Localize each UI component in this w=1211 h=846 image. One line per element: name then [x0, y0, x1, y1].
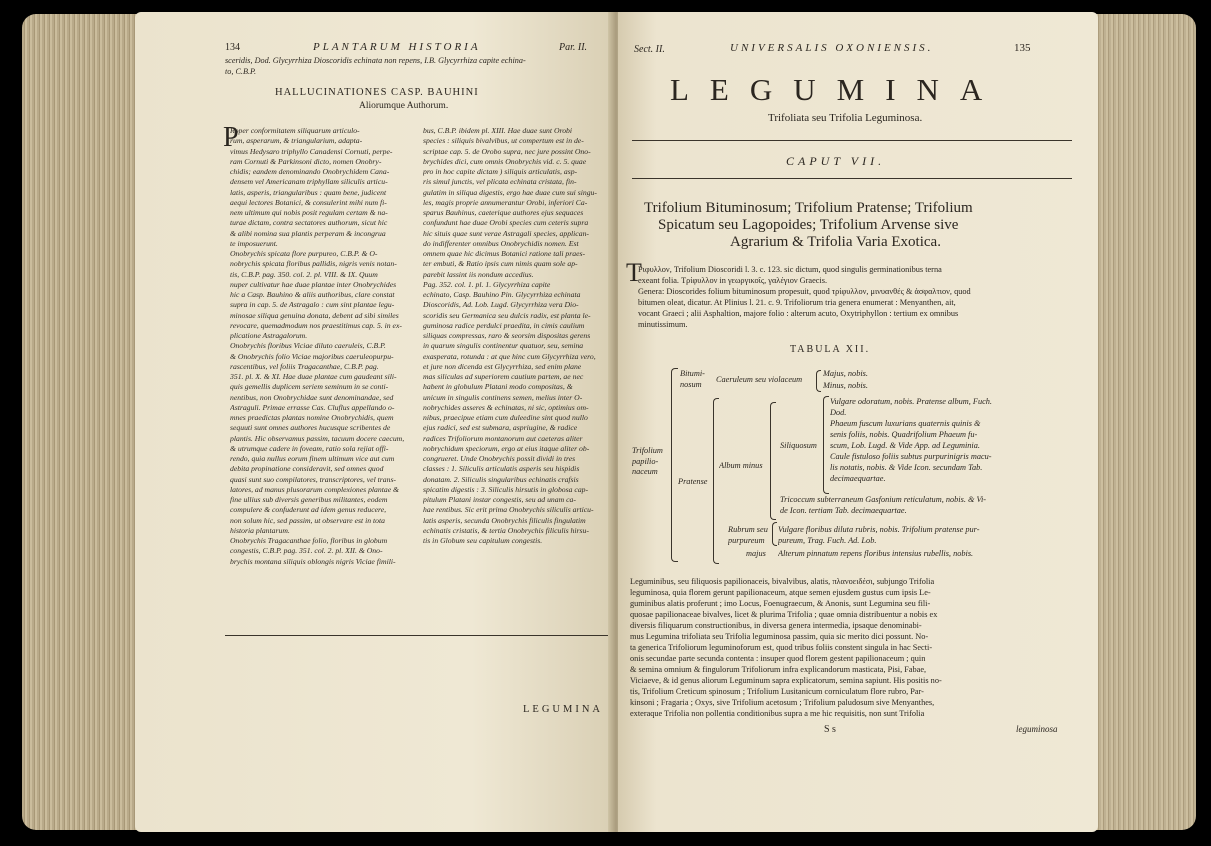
text-line: hae rentibus. Sic erit prima Onobrychis siliculis articu- [423, 505, 594, 515]
text-line: mas siliculas ad superiorem cautium partem, ae nec [423, 372, 584, 381]
text-line: plicatione Astragalorum. [230, 331, 308, 340]
tab-root-label: Trifolium papilio-naceum [632, 446, 663, 476]
text-line: aequi lectores Botanici, & consulerint mihi num fi- [230, 197, 387, 207]
text-line: supra in cap. 5. de Astragalo : cum sint plantae legu- [230, 300, 395, 310]
table-entry: Tricoccum subterraneum Gasfonium reticulatum, nobis. & Vi- [780, 495, 987, 504]
text-line: & semina omnium & fingulorum Trifoliorum infra explicandorum masticata, Pisi, Fabae, [630, 665, 927, 674]
text-line: exteraque Trifolia non pollentia conditionibus supra a me hic requisitis, non sunt Trifolia [630, 709, 925, 718]
table-entry: Vulgare odoratum, nobis. Pratense album, Fuch. [830, 397, 993, 406]
tab-rubrum-entry-3: Alterum pinnatum repens floribus intensius rubellis, nobis. [778, 549, 974, 558]
text-line: unicum in singulis continens semen, melius inter O- [423, 392, 583, 402]
text-line: nibus, praecipue etiam cum duleedine sint quod nullo [423, 413, 588, 422]
table-entry: lis notatis, nobis. & Vide Icon. secundam Tab. [830, 463, 983, 472]
text-line: classes : 1. Siliculis articulatis asperis seu hispidis [423, 464, 580, 474]
text-line: ter embuti, & Ratio ipsis cum nimis quam sole ap- [423, 259, 578, 269]
chapter-introduction [638, 264, 1078, 330]
tab-rubrum-brace [772, 522, 777, 546]
text-line: echinatis cristatis, & tertia Onobrychis filiculis hirsu- [423, 525, 589, 535]
left-column-2 [423, 126, 607, 546]
table-entry: scum, Lob. Lugd. & Vide App. ad Leguminia. [830, 441, 980, 450]
chapter-heading: CAPUT VII. [786, 154, 886, 168]
text-line: tis in Globum seu capitulum congestis. [423, 536, 543, 545]
text-line: hic a Casp. Bauhino & aliis authoribus, clare constat [230, 290, 395, 299]
right-section-mark: Sect. II. [634, 44, 665, 55]
text-line: minutissimum. [638, 320, 688, 329]
tab-tricoccum-entries [780, 494, 1075, 516]
text-line: omnem quae hic dicimus Botanici ratione tali praes- [423, 249, 586, 258]
text-line: les, magis proprie annumerantur Orobi, inferiori Ca- [423, 197, 588, 207]
text-line: latis, asperis, triangularibus : quam bene, judicent [230, 187, 387, 197]
chapter-title-line-3: Agrarium & Trifolia Varia Exotica. [730, 234, 941, 250]
text-line: revocare, quemadmodum nos praestitimus cap. 5. in ex- [230, 320, 402, 330]
tab-rubrum-label: Rubrum seu purpureum [728, 525, 768, 545]
text-line: Dioscoridis, Ad. Lob. Lugd. Glycyrrhiza vera Dio- [423, 300, 579, 310]
chapter-rule-top [632, 140, 1072, 141]
text-line: fine ullius sub diversis generibus militantes, eodem [230, 495, 388, 504]
text-line: parebit lassint iis nondum accedius. [423, 269, 534, 279]
text-line: gulatim in siliqua digestis, ergo hae duae cum sui singu- [423, 187, 597, 197]
table-entry: decimaequartae. [830, 474, 886, 483]
text-line: radices Trifoliorum montanorum aut caeteras aliter [423, 433, 583, 443]
text-line: brychis montana siliquis oblongis nigris Viciae fimili- [230, 556, 396, 566]
text-line: Onobrychis spicata flore purpureo, C.B.P. & O- [230, 249, 378, 258]
text-line: echinato, Casp. Bauhino Pin. Glycyrrhiza echinata [423, 290, 581, 299]
text-line: pitulum Platani instar congestis, seu ad unam ca- [423, 495, 576, 504]
left-page [135, 12, 615, 832]
text-line: hic situis quae sunt verae Astragali species, applican- [423, 228, 589, 238]
text-line: bus, C.B.P. ibidem pl. XIII. Hae duae sunt Orobi [423, 126, 573, 135]
tab-caeruleum-label: Caeruleum seu violaceum [716, 375, 803, 384]
text-line: congestis, C.B.P. pag. 351. col. 2. pl. XII. & Ono- [230, 546, 383, 556]
text-line: guminosa radice perdulci praedita, in cimis caulium [423, 320, 585, 330]
text-line: turae dictam, contra sectatores authorum, sicut hic [230, 218, 388, 228]
text-line: et jure non dicenda est Glycyrrhiza, sed enim plane [423, 361, 582, 371]
text-line: spicatim digestis : 3. Siliculis hirsutis in globosa cap- [423, 484, 589, 494]
text-line: scriptae cap. 5. de Orobo supra, nec jure possint Ono- [423, 146, 591, 156]
tab-rubrum-entry-2: pureum, Trag. Fuch. Ad. Lob. [778, 536, 877, 545]
left-catchword: LEGUMINA [523, 704, 603, 715]
legumina-title: LEGUMINA [670, 72, 1004, 107]
tab-siliquosum-label: Siliquosum [780, 441, 817, 450]
chapter-title-line-1: Trifolium Bituminosum; Trifolium Pratense; Trifolium [644, 200, 973, 216]
text-line: nobrychidum speciorum, ergo at eius itaque aliter ob- [423, 443, 590, 453]
text-line: latis asperis, secunda Onobrychis filiculis fingulatim [423, 515, 586, 525]
text-line: Ριφυλλον, Trifolium Dioscoridi l. 3. c. 123. sic dictum, quod singulis germinationibus terna [638, 265, 942, 274]
left-page-number: 134 [225, 42, 240, 53]
text-line: Roper conformitatem siliquarum articulo- [230, 126, 360, 135]
tab-rubrum-entry-1: Vulgare floribus diluta rubris, nobis. Trifolium pratense pur- [778, 525, 980, 534]
tab-siliquosum-brace [823, 396, 829, 494]
table-entry: Phaeum fuscum luxurians quaternis quinis & [830, 419, 981, 428]
text-line: chidis; eandem denominando Onobrychidem Cana- [230, 167, 390, 176]
text-line: Genera: Dioscorides folium bituminosum propesuit, quod τρίφυλλον, μινυανθές & ἀσφαλτιον, quod [638, 287, 971, 296]
tab-album-minus-label: Album minus [719, 461, 763, 470]
text-line: latores, ad manus plusorarum complexiones plantae & [230, 484, 400, 494]
text-line: nentibus, non Onobrychidae sunt denominandae, sed [230, 392, 394, 402]
text-line: quis gemellis duplicem seriem seminum in se conti- [230, 382, 389, 392]
signature-mark: S s [824, 724, 836, 735]
chapter-rule-bottom [632, 178, 1072, 179]
right-page-number: 135 [1014, 42, 1031, 54]
text-line: rascentibus, vel foliis Tragacanthae, C.B.P. pag. [230, 361, 379, 371]
hallucinationes-heading: HALLUCINATIONES CASP. BAUHINI [275, 87, 479, 98]
tab-majus: Majus, nobis. [823, 369, 868, 378]
tab-caeruleum-brace [816, 370, 821, 392]
tab-album-brace [770, 402, 776, 520]
text-line: mnes praedictas plantas nomine Onobrychidis, quem [230, 413, 394, 422]
text-line: donatam. 2. Siliculis singularibus echinatis crafsis [423, 474, 579, 484]
text-line: & alibi nomina sua plantis perperam & incongrua [230, 228, 386, 238]
text-line: Pag. 352. col. 1. pl. 1. Glycyrrhiza capite [423, 279, 551, 289]
text-line: brychides dici, cum omnis Onobrychis vid. c. 5. quae [423, 156, 587, 166]
left-page-edges [22, 14, 140, 830]
text-line: species : siliquis bivalvibus, ut compertum est in de- [423, 136, 584, 146]
text-line: tis, C.B.P. pag. 350. col. 2. pl. VIII. & IX. Quum [230, 269, 378, 279]
text-line: rendo, quia nullus eorum finem ultimum vice aut cum [230, 454, 395, 463]
text-line: ta generica Trifoliorum leguminoforum est, quod tribus foliis constent singula in hac Secti- [630, 643, 933, 652]
tab-pratense-brace [713, 398, 719, 564]
left-top-line-2: to, C.B.P. [225, 67, 257, 76]
text-line: Leguminibus, seu filiquosis papilionaceis, bivalvibus, alatis, πλανοειδέσι, subjungo Trifolia [630, 577, 935, 586]
table-entry: Caule fistuloso foliis subtus purpurinigris macu- [830, 452, 992, 461]
right-catchword: leguminosa [1016, 724, 1058, 734]
text-line: vocant Graeci ; alii Asphaltion, majore folio : alterum acuto, Oxytriphyllon : tertium ex omnibus [638, 309, 959, 318]
text-line: 351. pl. X. & XI. Hae duae plantae cum gaudeant sili- [230, 372, 397, 381]
text-line: Viciaeve, & id genus aliorum Leguminum sapra explicatorum, semina sapiunt. His positis no- [630, 676, 942, 685]
text-line: vimus Hedysaro triphyllo Canadensi Cornuti, perpe- [230, 146, 393, 156]
text-line: compulere & confuderunt ad idem genus reducere, [230, 505, 387, 515]
tab-pratense-label: Pratense [678, 477, 708, 486]
text-line: exasperata, rotunda : at que hinc cum Glycyrrhiza vero, [423, 351, 596, 361]
tab-siliquosum-entries [830, 396, 1075, 484]
text-line: leguminosa, quia florem gerunt papilionaceum, atque semen ejusdem gustus cum ipsis Le- [630, 588, 931, 597]
text-line: plantis. Hic observamus passim, tacuum docere caecum, [230, 433, 405, 443]
hallucinationes-subheading: Aliorumque Authorum. [359, 101, 449, 111]
text-line: siliquas compressas, raro & seorsim dispositas gerens [423, 331, 591, 340]
text-line: sequuti sunt omnes authores hucusque scribentes de [230, 423, 391, 433]
text-line: nuper cultivatur hae duae plantae inter Onobrychides [230, 279, 397, 289]
text-line: historia plantarum. [230, 525, 290, 535]
text-line: Onobrychis floribus Viciae diluto caeruleis, C.B.P. [230, 341, 386, 351]
text-line: guminibus alatis proferunt ; imo Locus, Foenugraecum, & Anonis, sunt Legumina seu fili- [630, 599, 931, 608]
tab-root-brace [671, 368, 678, 562]
tabula-title: TABULA XII. [790, 344, 871, 355]
text-line: debita propinatione consideravit, sed omnes quod [230, 464, 384, 474]
text-line: pro in hoc capite dictam ) siliquis articulatis, asp- [423, 167, 578, 176]
text-line: diversis filiquarum constructionibus, in diversa genera intermedia, ipsaque denominabi- [630, 621, 922, 630]
left-section-mark: Par. II. [559, 42, 588, 53]
table-entry: Dod. [830, 408, 847, 417]
left-top-line-1: sceridis, Dod. Glycyrrhiza Dioscoridis echinata non repens, I.B. Glycyrrhiza capite echina- [225, 56, 526, 65]
tab-majus-label: majus [746, 549, 766, 558]
tab-bituminosum-label: Bitumi-nosum [680, 369, 705, 389]
text-line: habent in globulum Platani modo compositas, & [423, 382, 573, 392]
text-line: Astraguli. Primae errasse Cas. Cluflus appellando o- [230, 402, 395, 412]
text-line: ram Cornuti & Parkinsoni dicto, nomen Onobry- [230, 156, 382, 166]
text-line: bitumen oleat, dicatur. At Plinius l. 21. c. 9. Trifoliorum tria genera enumerat : Menyanthen, ait, [638, 298, 956, 307]
table-entry: de Icon. tertiam Tab. decimaequartae. [780, 506, 907, 515]
left-column-1 [230, 126, 410, 567]
text-line: scoridis seu Germanica seu dulcis radix, est planta le- [423, 310, 591, 320]
text-line: minosae siliqua genuina donata, debent ad sibi similes [230, 310, 399, 320]
table-entry: senis foliis, nobis. Quadrifolium Phaeum fu- [830, 430, 978, 439]
right-page [618, 12, 1098, 832]
text-line: congrueret. Unde Onobrychis possit dividi in tres [423, 454, 576, 463]
text-line: nobrychis spicata floribus pallidis, nigris venis notan- [230, 259, 397, 269]
chapter-title-line-2: Spicatum seu Lagopoides; Trifolium Arvense sive [658, 217, 959, 233]
text-line: & utrumque cadere in foveam, ratio sola rejiat offi- [230, 443, 389, 453]
left-drop-cap: P [223, 124, 239, 152]
text-line: te imposuerunt. [230, 238, 278, 248]
text-line: onis secundae parte secunda contenta : insuper quod florem gestent papilionaceum ; quin [630, 654, 926, 663]
text-line: & Onobrychis folio Viciae majoribus caeruleopurpu- [230, 351, 394, 361]
text-line: tis, Trifolium Creticum spinosum ; Trifolium Lusitanicum corniculatum flore rubro, Par- [630, 687, 924, 696]
text-line: kinsoni ; Fragaria ; Oxys, sive Trifolium acetosum ; Trifolium paludosum sive Menyanthes, [630, 698, 935, 707]
chapter-body [630, 576, 1082, 719]
text-line: in quarum singulis continentur quatuor, seu, semina [423, 341, 584, 351]
text-line: sparus Bauhinus, caeterique authores ejus sequaces [423, 208, 584, 217]
text-line: quasi sunt suo compilatores, transcriptores, vel trans- [230, 474, 396, 484]
text-line: Onobrychis Tragacanthae folio, floribus in globum [230, 536, 388, 545]
tab-minus: Minus, nobis. [823, 381, 868, 390]
text-line: ris simul junctis, vel plicata echinata cristata, fin- [423, 177, 577, 187]
text-line: non solum hic, sed passim, ut observare est in tota [230, 515, 385, 525]
right-drop-cap: T [626, 260, 642, 286]
text-line: quosae papilionaceae bivalves, licet & plurima Trifolia ; quae omnia distribuentur a nobis ex [630, 610, 938, 619]
text-line: ejus radici, sed est submara, aspriugine, & radice [423, 423, 578, 433]
text-line: rum, asperarum, & triangularium, adapta- [230, 136, 363, 146]
text-line: exeant folia. Τρίφυλλον in γεωργικοῖς, γαλέγιον Graecis. [638, 276, 828, 285]
right-page-edges [1096, 14, 1196, 830]
text-line: do indifferenter omnibus Onobrychidis nomen. Est [423, 238, 579, 248]
left-bottom-rule [225, 635, 609, 636]
left-running-head: PLANTARUM HISTORIA [313, 41, 481, 53]
text-line: mus Legumina trifoliata seu Trifolia leguminosa passim, quia sic merito dici possunt. No- [630, 632, 929, 641]
text-line: confundunt hae duae Orobi species cum ceteris supra [423, 218, 589, 228]
text-line: nobrychides asseres & echinatas, ni sic, optimius om- [423, 402, 589, 412]
legumina-subtitle: Trifoliata seu Trifolia Leguminosa. [768, 112, 923, 124]
right-running-head: UNIVERSALIS OXONIENSIS. [730, 42, 934, 54]
text-line: densem vel Americanam triphyllam siliculis articu- [230, 177, 388, 187]
text-line: nem ultimum qui nobis posit regulam certam & na- [230, 208, 388, 217]
